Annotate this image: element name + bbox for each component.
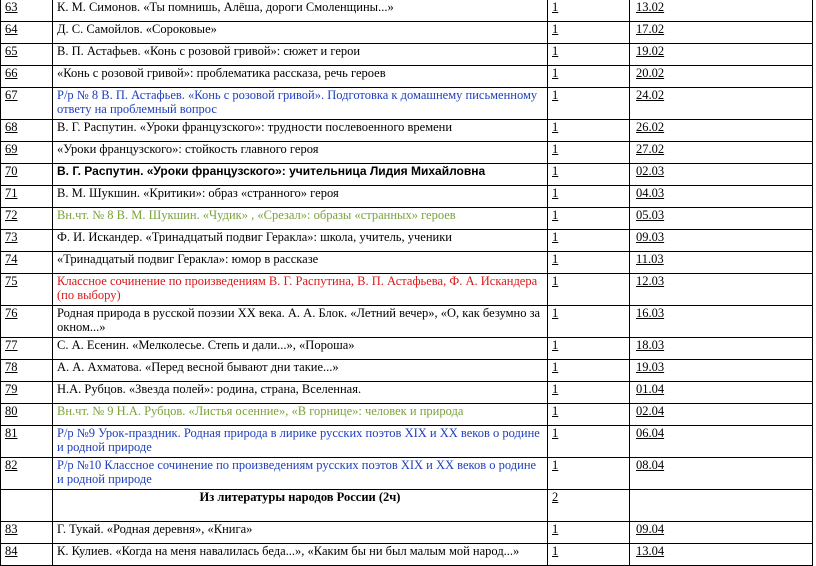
lesson-topic: Р/р №10 Классное сочинение по произведениям русских поэтов XIX и XX веков о родине и родной природе bbox=[53, 458, 548, 490]
lesson-topic: Родная природа в русской поэзии XX века. А. А. Блок. «Летний вечер», «О, как безумно за окном...» bbox=[53, 306, 548, 338]
lesson-hours[interactable]: 1 bbox=[548, 360, 630, 382]
lesson-topic: «Тринадцатый подвиг Геракла»: юмор в рассказе bbox=[53, 252, 548, 274]
lesson-number[interactable]: 65 bbox=[1, 44, 53, 66]
lesson-date[interactable]: 20.02 bbox=[630, 66, 813, 88]
lesson-topic: В. П. Астафьев. «Конь с розовой гривой»: сюжет и герои bbox=[53, 44, 548, 66]
lesson-topic: Вн.чт. № 9 Н.А. Рубцов. «Листья осенние», «В горнице»: человек и природа bbox=[53, 404, 548, 426]
lesson-hours[interactable]: 1 bbox=[548, 0, 630, 22]
lesson-number[interactable]: 81 bbox=[1, 426, 53, 458]
lesson-number[interactable]: 70 bbox=[1, 164, 53, 186]
lesson-date[interactable]: 24.02 bbox=[630, 88, 813, 120]
lesson-date[interactable]: 13.04 bbox=[630, 544, 813, 566]
table-row bbox=[1, 22, 813, 44]
table-row bbox=[1, 208, 813, 230]
table-row bbox=[1, 120, 813, 142]
lesson-date[interactable]: 02.03 bbox=[630, 164, 813, 186]
lesson-topic: В. М. Шукшин. «Критики»: образ «странного» героя bbox=[53, 186, 548, 208]
lesson-topic: К. Кулиев. «Когда на меня навалилась беда...», «Каким бы ни был малым мой народ...» bbox=[53, 544, 548, 566]
lesson-number[interactable]: 73 bbox=[1, 230, 53, 252]
lesson-topic: «Уроки французского»: стойкость главного героя bbox=[53, 142, 548, 164]
lesson-number[interactable]: 84 bbox=[1, 544, 53, 566]
lesson-number[interactable]: 77 bbox=[1, 338, 53, 360]
table-row bbox=[1, 186, 813, 208]
lesson-date[interactable]: 17.02 bbox=[630, 22, 813, 44]
lesson-topic: Вн.чт. № 8 В. М. Шукшин. «Чудик» , «Срезал»: образы «странных» героев bbox=[53, 208, 548, 230]
lesson-topic: В. Г. Распутин. «Уроки французского»: трудности послевоенного времени bbox=[53, 120, 548, 142]
table-row bbox=[1, 0, 813, 22]
lesson-date bbox=[630, 490, 813, 522]
table-row bbox=[1, 88, 813, 120]
lesson-topic: Из литературы народов России (2ч) bbox=[53, 490, 548, 522]
lesson-number[interactable]: 74 bbox=[1, 252, 53, 274]
table-row bbox=[1, 306, 813, 338]
lesson-date[interactable]: 19.03 bbox=[630, 360, 813, 382]
lesson-date[interactable]: 11.03 bbox=[630, 252, 813, 274]
lesson-hours[interactable]: 1 bbox=[548, 458, 630, 490]
lesson-topic: В. Г. Распутин. «Уроки французского»: учительница Лидия Михайловна bbox=[53, 164, 548, 186]
lesson-number[interactable]: 66 bbox=[1, 66, 53, 88]
lesson-number[interactable]: 78 bbox=[1, 360, 53, 382]
lesson-hours[interactable]: 1 bbox=[548, 66, 630, 88]
lesson-hours[interactable]: 1 bbox=[548, 306, 630, 338]
lesson-number[interactable]: 63 bbox=[1, 0, 53, 22]
lesson-date[interactable]: 05.03 bbox=[630, 208, 813, 230]
lesson-topic: Р/р № 8 В. П. Астафьев. «Конь с розовой гривой». Подготовка к домашнему письменному ответу на проблемный вопрос bbox=[53, 88, 548, 120]
lesson-hours[interactable]: 1 bbox=[548, 142, 630, 164]
lesson-date[interactable]: 26.02 bbox=[630, 120, 813, 142]
lesson-number[interactable]: 67 bbox=[1, 88, 53, 120]
lesson-hours[interactable]: 1 bbox=[548, 338, 630, 360]
table-row bbox=[1, 164, 813, 186]
lesson-date[interactable]: 19.02 bbox=[630, 44, 813, 66]
lesson-hours[interactable]: 1 bbox=[548, 522, 630, 544]
lesson-hours[interactable]: 1 bbox=[548, 544, 630, 566]
lesson-number[interactable]: 69 bbox=[1, 142, 53, 164]
table-row bbox=[1, 274, 813, 306]
table-row bbox=[1, 458, 813, 490]
lesson-number bbox=[1, 490, 53, 522]
table-row bbox=[1, 66, 813, 88]
table-row bbox=[1, 490, 813, 522]
lesson-topic: «Конь с розовой гривой»: проблематика рассказа, речь героев bbox=[53, 66, 548, 88]
table-row bbox=[1, 230, 813, 252]
lesson-number[interactable]: 80 bbox=[1, 404, 53, 426]
lesson-hours[interactable]: 1 bbox=[548, 404, 630, 426]
lesson-hours[interactable]: 1 bbox=[548, 164, 630, 186]
lesson-hours[interactable]: 1 bbox=[548, 274, 630, 306]
lesson-number[interactable]: 82 bbox=[1, 458, 53, 490]
lesson-hours[interactable]: 1 bbox=[548, 252, 630, 274]
table-row bbox=[1, 404, 813, 426]
lesson-date[interactable]: 02.04 bbox=[630, 404, 813, 426]
lesson-number[interactable]: 68 bbox=[1, 120, 53, 142]
lesson-hours[interactable]: 1 bbox=[548, 230, 630, 252]
lesson-number[interactable]: 64 bbox=[1, 22, 53, 44]
lesson-number[interactable]: 83 bbox=[1, 522, 53, 544]
lesson-hours[interactable]: 1 bbox=[548, 120, 630, 142]
table-row bbox=[1, 44, 813, 66]
lesson-hours[interactable]: 1 bbox=[548, 44, 630, 66]
lesson-topic: А. А. Ахматова. «Перед весной бывают дни такие...» bbox=[53, 360, 548, 382]
table-row bbox=[1, 360, 813, 382]
lesson-number[interactable]: 71 bbox=[1, 186, 53, 208]
lesson-date[interactable]: 13.02 bbox=[630, 0, 813, 22]
lesson-topic: Классное сочинение по произведениям В. Г. Распутина, В. П. Астафьева, Ф. А. Искандера (по выбору) bbox=[53, 274, 548, 306]
table-row bbox=[1, 142, 813, 164]
table-row bbox=[1, 252, 813, 274]
lesson-date[interactable]: 09.04 bbox=[630, 522, 813, 544]
lesson-date[interactable]: 08.04 bbox=[630, 458, 813, 490]
lesson-topic: Г. Тукай. «Родная деревня», «Книга» bbox=[53, 522, 548, 544]
lesson-hours[interactable]: 1 bbox=[548, 88, 630, 120]
lesson-date[interactable]: 16.03 bbox=[630, 306, 813, 338]
lesson-number[interactable]: 79 bbox=[1, 382, 53, 404]
lesson-topic: Р/р №9 Урок-праздник. Родная природа в лирике русских поэтов XIX и XX веков о родине и родной природе bbox=[53, 426, 548, 458]
lesson-hours[interactable]: 1 bbox=[548, 382, 630, 404]
lesson-date[interactable]: 01.04 bbox=[630, 382, 813, 404]
lesson-topic: Ф. И. Искандер. «Тринадцатый подвиг Геракла»: школа, учитель, ученики bbox=[53, 230, 548, 252]
lesson-number[interactable]: 75 bbox=[1, 274, 53, 306]
table-row bbox=[1, 382, 813, 404]
lesson-topic: Н.А. Рубцов. «Звезда полей»: родина, страна, Вселенная. bbox=[53, 382, 548, 404]
lesson-topic: К. М. Симонов. «Ты помнишь, Алёша, дороги Смоленщины...» bbox=[53, 0, 548, 22]
lesson-number[interactable]: 76 bbox=[1, 306, 53, 338]
lesson-date[interactable]: 12.03 bbox=[630, 274, 813, 306]
lesson-hours[interactable]: 1 bbox=[548, 426, 630, 458]
lesson-date[interactable]: 09.03 bbox=[630, 230, 813, 252]
lesson-date[interactable]: 18.03 bbox=[630, 338, 813, 360]
lesson-number[interactable]: 72 bbox=[1, 208, 53, 230]
lesson-hours[interactable]: 1 bbox=[548, 208, 630, 230]
lesson-date[interactable]: 27.02 bbox=[630, 142, 813, 164]
lesson-date[interactable]: 06.04 bbox=[630, 426, 813, 458]
lesson-hours[interactable]: 1 bbox=[548, 22, 630, 44]
table-row bbox=[1, 522, 813, 544]
lesson-date[interactable]: 04.03 bbox=[630, 186, 813, 208]
lesson-topic: С. А. Есенин. «Мелколесье. Степь и дали...», «Пороша» bbox=[53, 338, 548, 360]
lesson-hours[interactable]: 1 bbox=[548, 186, 630, 208]
table-row bbox=[1, 338, 813, 360]
table-row bbox=[1, 426, 813, 458]
lesson-topic: Д. С. Самойлов. «Сороковые» bbox=[53, 22, 548, 44]
lesson-hours[interactable]: 2 bbox=[548, 490, 630, 522]
